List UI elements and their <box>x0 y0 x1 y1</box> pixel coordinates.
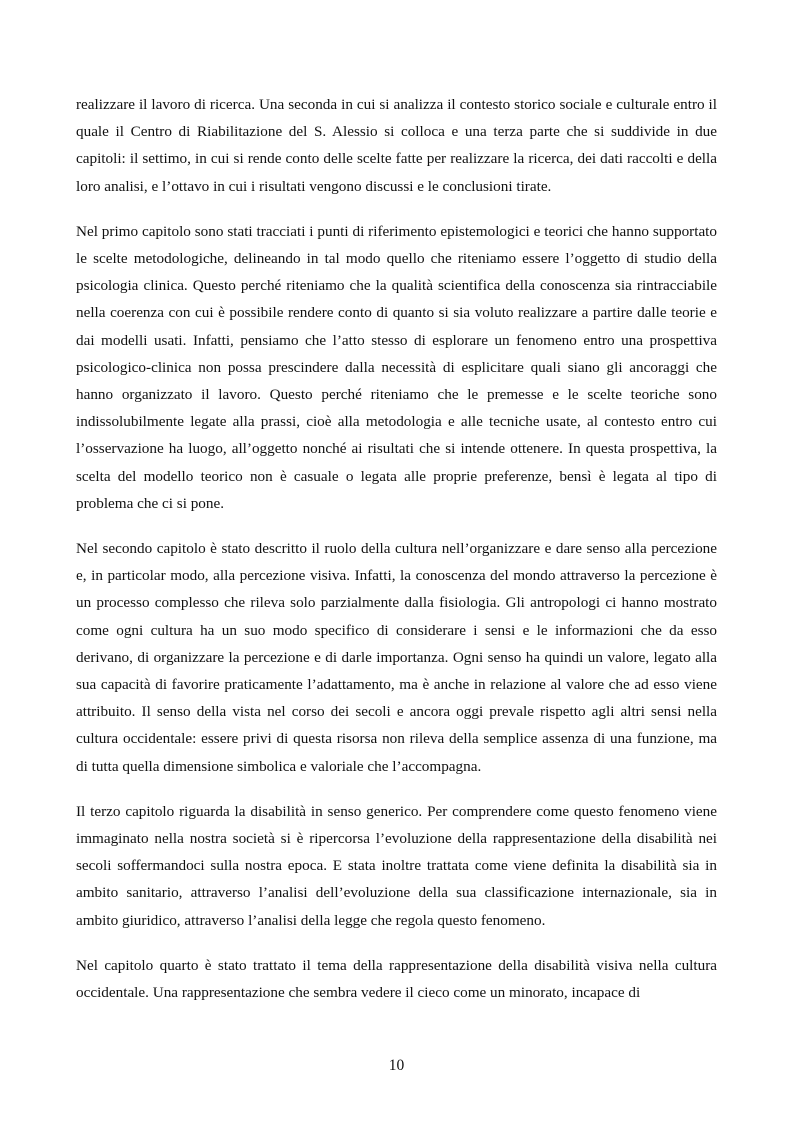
paragraph-third-chapter: Il terzo capitolo riguarda la disabilità in senso generico. Per comprendere come questo fenomeno viene immaginato nella nostra società si è ripercorsa l’evoluzione della rappresentazione della disabilità nei secoli soffermandoci sulla nostra epoca. E stata inoltre trattata come viene definita la disabilità sia in ambito sanitario, attraverso l’analisi dell’evoluzione della sua classificazione internazionale, sia in ambito giuridico, attraverso l’analisi della legge che regola questo fenomeno. <box>76 802 717 929</box>
paragraph-fourth-chapter: Nel capitolo quarto è stato trattato il tema della rappresentazione della disabilità visiva nella cultura occidentale. Una rappresentazione che sembra vedere il cieco come un minorato, incapace di <box>76 956 717 1002</box>
body-text <box>76 91 717 1024</box>
paragraph-second-chapter: Nel secondo capitolo è stato descritto il ruolo della cultura nell’organizzare e dare senso alla percezione e, in particolar modo, alla percezione visiva. Infatti, la conoscenza del mondo attraverso la percezione è un processo complesso che rileva solo parzialmente dalla fisiologia. Gli antropologi ci hanno mostrato come ogni cultura ha un suo modo specifico di considerare i sensi e le informazioni che da esso derivano, di organizzare la percezione e di darle importanza. Ogni senso ha quindi un valore, legato alla sua capacità di favorire praticamente l’adattamento, ma è anche in relazione al valore che ad esso viene attribuito. Il senso della vista nel corso dei secoli e ancora oggi prevale rispetto agli altri sensi nella cultura occidentale: essere privi di questa risorsa non rileva della semplice assenza di una funzione, ma di tutta quella dimensione simbolica e valoriale che l’accompagna. <box>76 540 717 775</box>
paragraph-first-chapter: Nel primo capitolo sono stati tracciati i punti di riferimento epistemologici e teorici che hanno supportato le scelte metodologiche, delineando in tal modo quello che riteniamo essere l’oggetto di studio della psicologia clinica. Questo perché riteniamo che la qualità scientifica della conoscenza sia rintracciabile nella coerenza con cui è possibile rendere conto di quanto si sia voluto realizzare a partire dalle teorie e dai modelli usati. Infatti, pensiamo che l’atto stesso di esplorare un fenomeno entro una prospettiva psicologico-clinica non possa prescindere dalla necessità di esplicitare quali siano gli ancoraggi che hanno organizzato il lavoro. Questo perché riteniamo che le premesse e le scelte teoriche sono indissolubilmente legate alla prassi, cioè alla metodologia e alle tecniche usate, al contesto entro cui l’osservazione ha luogo, all’oggetto nonché ai risultati che si intende ottenere. In questa prospettiva, la scelta del modello teorico non è casuale o legata alle proprie preferenze, bensì è legata al tipo di problema che ci si pone. <box>76 222 717 512</box>
paragraph-continuation: realizzare il lavoro di ricerca. Una seconda in cui si analizza il contesto storico sociale e culturale entro il quale il Centro di Riabilitazione del S. Alessio si colloca e una terza parte che si suddivide in due capitoli: il settimo, in cui si rende conto delle scelte fatte per realizzare la ricerca, dei dati raccolti e della loro analisi, e l’ottavo in cui i risultati vengono discussi e le conclusioni tirate. <box>76 96 717 195</box>
page-number: 10 <box>388 1057 405 1074</box>
